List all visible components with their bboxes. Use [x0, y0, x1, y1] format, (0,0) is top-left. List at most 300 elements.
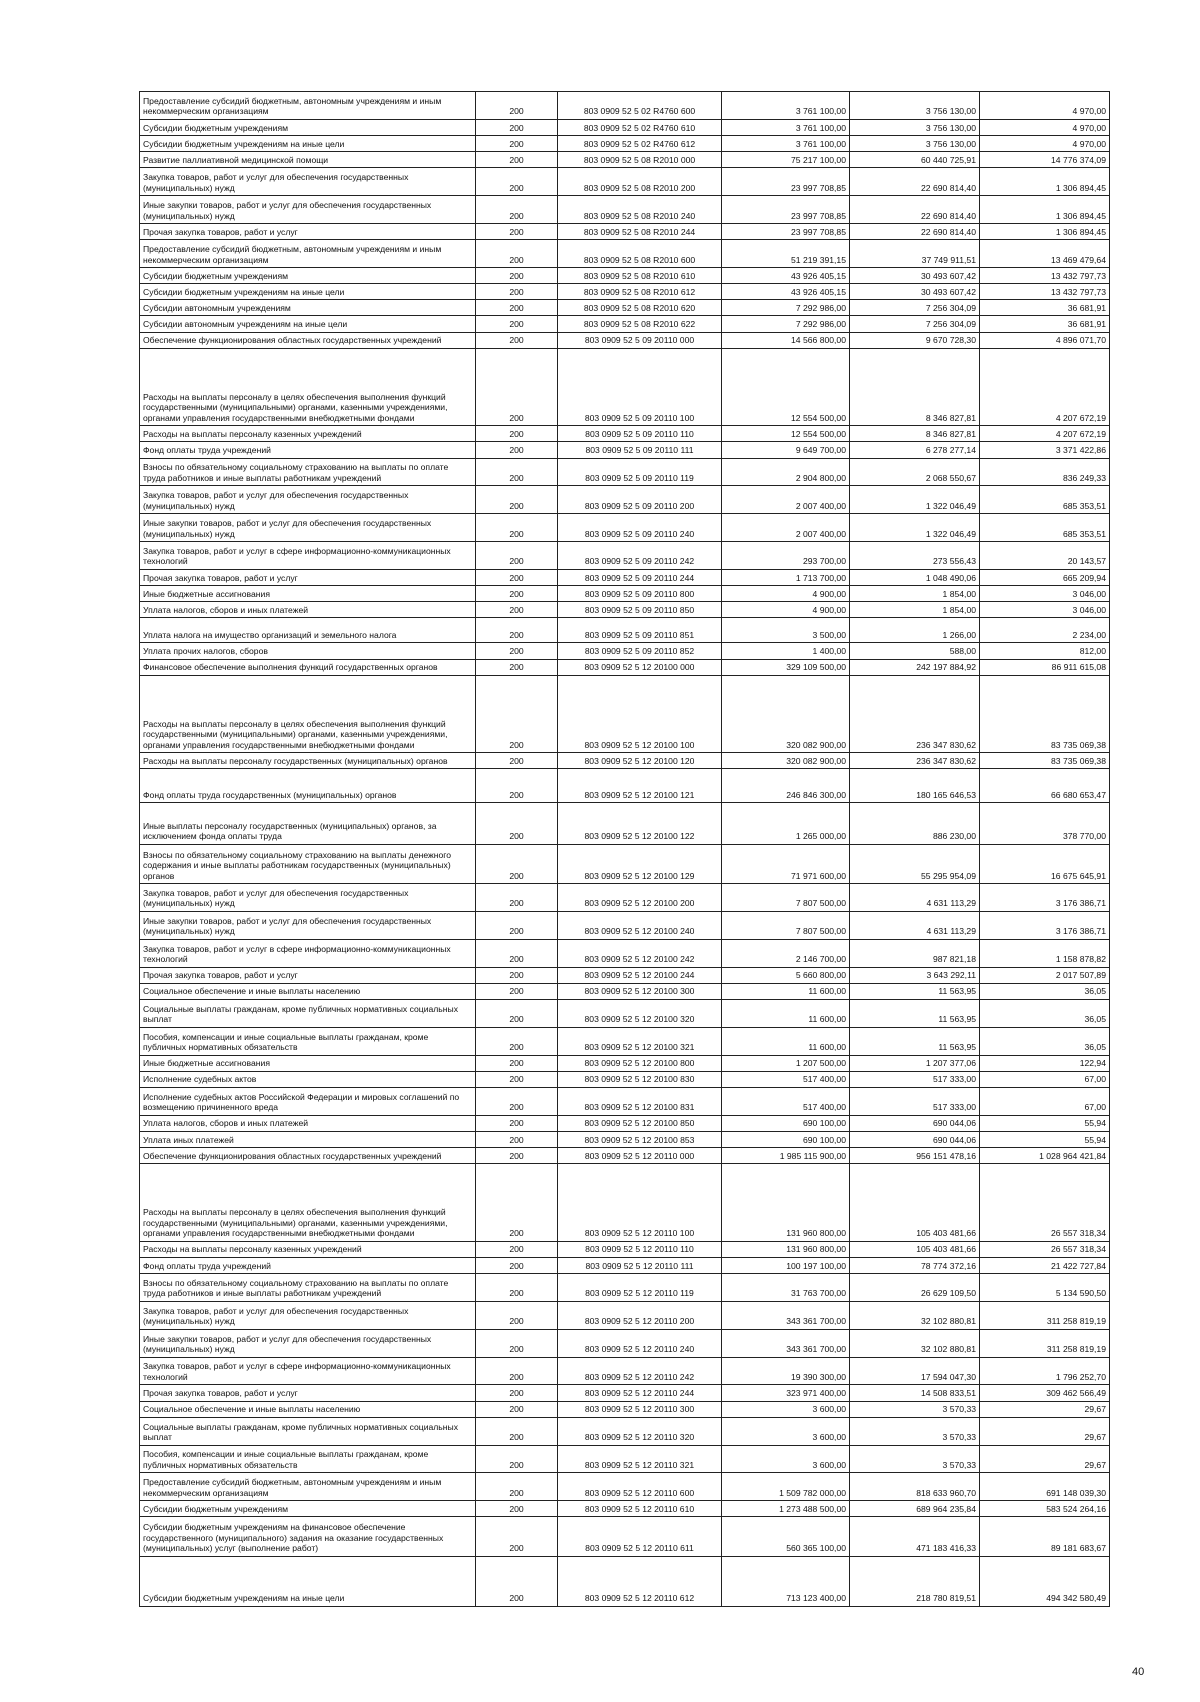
row-name-cell: Иные закупки товаров, работ и услуг для обеспечения государственных (муниципальных) нужд: [140, 911, 476, 939]
row-name-cell: Субсидии бюджетным учреждениям на финансовое обеспечение государственного (муниципального) задания на оказание государственных (муниципальных) услуг (выполнение работ): [140, 1517, 476, 1557]
unexecuted-amount-cell: 13 469 479,64: [980, 240, 1110, 268]
table-row: [140, 196, 1110, 224]
unexecuted-amount-cell: 36,05: [980, 1027, 1110, 1055]
line-code-cell: 200: [476, 1115, 558, 1131]
budget-code-cell: 803 0909 52 5 12 20100 122: [558, 803, 722, 844]
executed-amount-cell: 689 964 235,84: [850, 1501, 980, 1517]
budget-code-cell: 803 0909 52 5 12 20100 000: [558, 659, 722, 675]
unexecuted-amount-cell: 13 432 797,73: [980, 284, 1110, 300]
unexecuted-amount-cell: 4 207 672,19: [980, 348, 1110, 425]
unexecuted-amount-cell: 1 158 878,82: [980, 939, 1110, 967]
approved-amount-cell: 343 361 700,00: [722, 1301, 850, 1329]
approved-amount-cell: 1 265 000,00: [722, 803, 850, 844]
line-code-cell: 200: [476, 1385, 558, 1401]
executed-amount-cell: 30 493 607,42: [850, 268, 980, 284]
budget-code-cell: 803 0909 52 5 09 20110 800: [558, 586, 722, 602]
budget-code-cell: 803 0909 52 5 12 20100 244: [558, 967, 722, 983]
unexecuted-amount-cell: 3 176 386,71: [980, 911, 1110, 939]
unexecuted-amount-cell: 1 306 894,45: [980, 196, 1110, 224]
budget-code-cell: 803 0909 52 5 12 20100 129: [558, 844, 722, 884]
budget-code-cell: 803 0909 52 5 08 R2010 000: [558, 152, 722, 168]
table-row: [140, 1027, 1110, 1055]
unexecuted-amount-cell: 29,67: [980, 1445, 1110, 1473]
approved-amount-cell: 5 660 800,00: [722, 967, 850, 983]
unexecuted-amount-cell: 29,67: [980, 1401, 1110, 1417]
row-name-cell: Иные бюджетные ассигнования: [140, 586, 476, 602]
executed-amount-cell: 956 151 478,16: [850, 1148, 980, 1164]
unexecuted-amount-cell: 494 342 580,49: [980, 1556, 1110, 1606]
unexecuted-amount-cell: 1 306 894,45: [980, 168, 1110, 196]
table-row: [140, 136, 1110, 152]
table-row: [140, 542, 1110, 570]
row-name-cell: Прочая закупка товаров, работ и услуг: [140, 569, 476, 585]
table-row: [140, 442, 1110, 458]
line-code-cell: 200: [476, 1417, 558, 1445]
budget-code-cell: 803 0909 52 5 12 20110 200: [558, 1301, 722, 1329]
row-name-cell: Обеспечение функционирования областных государственных учреждений: [140, 1148, 476, 1164]
row-name-cell: Расходы на выплаты персоналу в целях обеспечения выполнения функций государственными (муниципальными) органами, казенными учреждениями, органами управления государственными внебюджетными фондами: [140, 348, 476, 425]
table-row: [140, 1087, 1110, 1115]
approved-amount-cell: 3 761 100,00: [722, 136, 850, 152]
executed-amount-cell: 1 854,00: [850, 586, 980, 602]
unexecuted-amount-cell: 2 017 507,89: [980, 967, 1110, 983]
line-code-cell: 200: [476, 1241, 558, 1257]
budget-code-cell: 803 0909 52 5 02 R4760 610: [558, 119, 722, 135]
line-code-cell: 200: [476, 284, 558, 300]
row-name-cell: Закупка товаров, работ и услуг для обеспечения государственных (муниципальных) нужд: [140, 1301, 476, 1329]
budget-code-cell: 803 0909 52 5 02 R4760 612: [558, 136, 722, 152]
unexecuted-amount-cell: 21 422 727,84: [980, 1257, 1110, 1273]
row-name-cell: Закупка товаров, работ и услуг в сфере информационно-коммуникационных технологий: [140, 939, 476, 967]
unexecuted-amount-cell: 36 681,91: [980, 316, 1110, 332]
table-row: [140, 300, 1110, 316]
line-code-cell: 200: [476, 486, 558, 514]
unexecuted-amount-cell: 20 143,57: [980, 542, 1110, 570]
table-row: [140, 1241, 1110, 1257]
executed-amount-cell: 4 631 113,29: [850, 911, 980, 939]
executed-amount-cell: 32 102 880,81: [850, 1301, 980, 1329]
executed-amount-cell: 1 322 046,49: [850, 486, 980, 514]
unexecuted-amount-cell: 86 911 615,08: [980, 659, 1110, 675]
row-name-cell: Фонд оплаты труда государственных (муниципальных) органов: [140, 769, 476, 803]
row-name-cell: Субсидии бюджетным учреждениям: [140, 268, 476, 284]
row-name-cell: Субсидии бюджетным учреждениям на иные цели: [140, 136, 476, 152]
approved-amount-cell: 11 600,00: [722, 1027, 850, 1055]
line-code-cell: 200: [476, 1301, 558, 1329]
line-code-cell: 200: [476, 602, 558, 618]
executed-amount-cell: 11 563,95: [850, 1027, 980, 1055]
executed-amount-cell: 471 183 416,33: [850, 1517, 980, 1557]
table-row: [140, 332, 1110, 348]
executed-amount-cell: 517 333,00: [850, 1071, 980, 1087]
line-code-cell: 200: [476, 1087, 558, 1115]
line-code-cell: 200: [476, 136, 558, 152]
table-row: [140, 1329, 1110, 1357]
budget-code-cell: 803 0909 52 5 12 20100 300: [558, 983, 722, 999]
table-row: [140, 769, 1110, 803]
unexecuted-amount-cell: 665 209,94: [980, 569, 1110, 585]
unexecuted-amount-cell: 36,05: [980, 999, 1110, 1027]
approved-amount-cell: 3 600,00: [722, 1401, 850, 1417]
executed-amount-cell: 236 347 830,62: [850, 675, 980, 752]
approved-amount-cell: 3 761 100,00: [722, 92, 850, 120]
approved-amount-cell: 329 109 500,00: [722, 659, 850, 675]
unexecuted-amount-cell: 812,00: [980, 643, 1110, 659]
executed-amount-cell: 886 230,00: [850, 803, 980, 844]
table-row: [140, 999, 1110, 1027]
budget-code-cell: 803 0909 52 5 12 20110 242: [558, 1357, 722, 1385]
executed-amount-cell: 3 570,33: [850, 1401, 980, 1417]
row-name-cell: Социальные выплаты гражданам, кроме публичных нормативных социальных выплат: [140, 1417, 476, 1445]
unexecuted-amount-cell: 583 524 264,16: [980, 1501, 1110, 1517]
row-name-cell: Предоставление субсидий бюджетным, автономным учреждениям и иным некоммерческим организациям: [140, 240, 476, 268]
approved-amount-cell: 3 600,00: [722, 1445, 850, 1473]
row-name-cell: Исполнение судебных актов Российской Федерации и мировых соглашений по возмещению причиненного вреда: [140, 1087, 476, 1115]
table-row: [140, 268, 1110, 284]
row-name-cell: Социальное обеспечение и иные выплаты населению: [140, 983, 476, 999]
executed-amount-cell: 1 207 377,06: [850, 1055, 980, 1071]
approved-amount-cell: 19 390 300,00: [722, 1357, 850, 1385]
line-code-cell: 200: [476, 911, 558, 939]
row-name-cell: Фонд оплаты труда учреждений: [140, 442, 476, 458]
table-row: [140, 618, 1110, 643]
budget-code-cell: 803 0909 52 5 09 20110 242: [558, 542, 722, 570]
executed-amount-cell: 22 690 814,40: [850, 196, 980, 224]
approved-amount-cell: 560 365 100,00: [722, 1517, 850, 1557]
budget-code-cell: 803 0909 52 5 12 20100 850: [558, 1115, 722, 1131]
row-name-cell: Расходы на выплаты персоналу в целях обеспечения выполнения функций государственными (муниципальными) органами, казенными учреждениями, органами управления государственными внебюджетными фондами: [140, 675, 476, 752]
budget-code-cell: 803 0909 52 5 08 R2010 622: [558, 316, 722, 332]
line-code-cell: 200: [476, 675, 558, 752]
budget-code-cell: 803 0909 52 5 12 20110 321: [558, 1445, 722, 1473]
table-row: [140, 240, 1110, 268]
row-name-cell: Расходы на выплаты персоналу в целях обеспечения выполнения функций государственными (муниципальными) органами, казенными учреждениями, органами управления государственными внебюджетными фондами: [140, 1164, 476, 1241]
budget-code-cell: 803 0909 52 5 12 20110 600: [558, 1473, 722, 1501]
budget-code-cell: 803 0909 52 5 02 R4760 600: [558, 92, 722, 120]
executed-amount-cell: 11 563,95: [850, 983, 980, 999]
budget-code-cell: 803 0909 52 5 09 20110 200: [558, 486, 722, 514]
table-row: [140, 1055, 1110, 1071]
approved-amount-cell: 343 361 700,00: [722, 1329, 850, 1357]
table-row: [140, 643, 1110, 659]
unexecuted-amount-cell: 4 970,00: [980, 136, 1110, 152]
line-code-cell: 200: [476, 119, 558, 135]
table-row: [140, 1164, 1110, 1241]
row-name-cell: Пособия, компенсации и иные социальные выплаты гражданам, кроме публичных нормативных обязательств: [140, 1027, 476, 1055]
table-row: [140, 316, 1110, 332]
line-code-cell: 200: [476, 983, 558, 999]
approved-amount-cell: 517 400,00: [722, 1087, 850, 1115]
approved-amount-cell: 293 700,00: [722, 542, 850, 570]
executed-amount-cell: 987 821,18: [850, 939, 980, 967]
unexecuted-amount-cell: 55,94: [980, 1115, 1110, 1131]
table-row: [140, 224, 1110, 240]
executed-amount-cell: 6 278 277,14: [850, 442, 980, 458]
row-name-cell: Уплата прочих налогов, сборов: [140, 643, 476, 659]
row-name-cell: Закупка товаров, работ и услуг для обеспечения государственных (муниципальных) нужд: [140, 168, 476, 196]
budget-code-cell: 803 0909 52 5 12 20110 612: [558, 1556, 722, 1606]
line-code-cell: 200: [476, 224, 558, 240]
executed-amount-cell: 22 690 814,40: [850, 168, 980, 196]
budget-code-cell: 803 0909 52 5 08 R2010 612: [558, 284, 722, 300]
budget-code-cell: 803 0909 52 5 08 R2010 200: [558, 168, 722, 196]
unexecuted-amount-cell: 4 207 672,19: [980, 426, 1110, 442]
line-code-cell: 200: [476, 92, 558, 120]
budget-code-cell: 803 0909 52 5 12 20100 242: [558, 939, 722, 967]
budget-code-cell: 803 0909 52 5 09 20110 111: [558, 442, 722, 458]
budget-code-cell: 803 0909 52 5 12 20100 120: [558, 753, 722, 769]
table-row: [140, 983, 1110, 999]
row-name-cell: Прочая закупка товаров, работ и услуг: [140, 967, 476, 983]
table-row: [140, 348, 1110, 425]
line-code-cell: 200: [476, 1071, 558, 1087]
unexecuted-amount-cell: 1 028 964 421,84: [980, 1148, 1110, 1164]
unexecuted-amount-cell: 26 557 318,34: [980, 1241, 1110, 1257]
unexecuted-amount-cell: 691 148 039,30: [980, 1473, 1110, 1501]
approved-amount-cell: 12 554 500,00: [722, 348, 850, 425]
line-code-cell: 200: [476, 1501, 558, 1517]
row-name-cell: Пособия, компенсации и иные социальные выплаты гражданам, кроме публичных нормативных обязательств: [140, 1445, 476, 1473]
executed-amount-cell: 8 346 827,81: [850, 348, 980, 425]
approved-amount-cell: 131 960 800,00: [722, 1241, 850, 1257]
executed-amount-cell: 1 048 490,06: [850, 569, 980, 585]
row-name-cell: Прочая закупка товаров, работ и услуг: [140, 1385, 476, 1401]
approved-amount-cell: 1 509 782 000,00: [722, 1473, 850, 1501]
line-code-cell: 200: [476, 196, 558, 224]
table-row: [140, 486, 1110, 514]
page-number: 40: [1132, 1666, 1145, 1678]
budget-code-cell: 803 0909 52 5 12 20100 853: [558, 1131, 722, 1147]
line-code-cell: 200: [476, 1473, 558, 1501]
budget-code-cell: 803 0909 52 5 08 R2010 600: [558, 240, 722, 268]
line-code-cell: 200: [476, 844, 558, 884]
approved-amount-cell: 1 273 488 500,00: [722, 1501, 850, 1517]
budget-code-cell: 803 0909 52 5 12 20110 610: [558, 1501, 722, 1517]
line-code-cell: 200: [476, 1257, 558, 1273]
line-code-cell: 200: [476, 514, 558, 542]
unexecuted-amount-cell: 3 046,00: [980, 602, 1110, 618]
approved-amount-cell: 1 207 500,00: [722, 1055, 850, 1071]
approved-amount-cell: 3 600,00: [722, 1417, 850, 1445]
row-name-cell: Иные бюджетные ассигнования: [140, 1055, 476, 1071]
row-name-cell: Взносы по обязательному социальному страхованию на выплаты денежного содержания и иные выплаты работникам государственных (муниципальных) органов: [140, 844, 476, 884]
approved-amount-cell: 43 926 405,15: [722, 284, 850, 300]
row-name-cell: Субсидии бюджетным учреждениям: [140, 1501, 476, 1517]
row-name-cell: Фонд оплаты труда учреждений: [140, 1257, 476, 1273]
executed-amount-cell: 105 403 481,66: [850, 1241, 980, 1257]
executed-amount-cell: 690 044,06: [850, 1131, 980, 1147]
executed-amount-cell: 180 165 646,53: [850, 769, 980, 803]
line-code-cell: 200: [476, 643, 558, 659]
line-code-cell: 200: [476, 1556, 558, 1606]
unexecuted-amount-cell: 36 681,91: [980, 300, 1110, 316]
unexecuted-amount-cell: 1 796 252,70: [980, 1357, 1110, 1385]
approved-amount-cell: 1 713 700,00: [722, 569, 850, 585]
line-code-cell: 200: [476, 939, 558, 967]
approved-amount-cell: 12 554 500,00: [722, 426, 850, 442]
line-code-cell: 200: [476, 1055, 558, 1071]
unexecuted-amount-cell: 67,00: [980, 1087, 1110, 1115]
budget-code-cell: 803 0909 52 5 09 20110 100: [558, 348, 722, 425]
executed-amount-cell: 3 756 130,00: [850, 119, 980, 135]
executed-amount-cell: 1 266,00: [850, 618, 980, 643]
approved-amount-cell: 713 123 400,00: [722, 1556, 850, 1606]
unexecuted-amount-cell: 83 735 069,38: [980, 675, 1110, 752]
table-row: [140, 1148, 1110, 1164]
table-row: [140, 1385, 1110, 1401]
line-code-cell: 200: [476, 1329, 558, 1357]
line-code-cell: 200: [476, 152, 558, 168]
executed-amount-cell: 3 570,33: [850, 1445, 980, 1473]
approved-amount-cell: 2 007 400,00: [722, 486, 850, 514]
executed-amount-cell: 55 295 954,09: [850, 844, 980, 884]
line-code-cell: 200: [476, 569, 558, 585]
unexecuted-amount-cell: 2 234,00: [980, 618, 1110, 643]
executed-amount-cell: 2 068 550,67: [850, 458, 980, 486]
row-name-cell: Закупка товаров, работ и услуг в сфере информационно-коммуникационных технологий: [140, 1357, 476, 1385]
table-row: [140, 1556, 1110, 1606]
budget-code-cell: 803 0909 52 5 08 R2010 244: [558, 224, 722, 240]
row-name-cell: Субсидии автономным учреждениям на иные цели: [140, 316, 476, 332]
table-row: [140, 939, 1110, 967]
unexecuted-amount-cell: 29,67: [980, 1417, 1110, 1445]
executed-amount-cell: 517 333,00: [850, 1087, 980, 1115]
table-row: [140, 1274, 1110, 1302]
approved-amount-cell: 7 292 986,00: [722, 316, 850, 332]
approved-amount-cell: 690 100,00: [722, 1115, 850, 1131]
executed-amount-cell: 218 780 819,51: [850, 1556, 980, 1606]
budget-code-cell: 803 0909 52 5 12 20100 200: [558, 884, 722, 912]
executed-amount-cell: 3 570,33: [850, 1417, 980, 1445]
executed-amount-cell: 690 044,06: [850, 1115, 980, 1131]
unexecuted-amount-cell: 89 181 683,67: [980, 1517, 1110, 1557]
line-code-cell: 200: [476, 1148, 558, 1164]
approved-amount-cell: 75 217 100,00: [722, 152, 850, 168]
unexecuted-amount-cell: 67,00: [980, 1071, 1110, 1087]
table-row: [140, 569, 1110, 585]
line-code-cell: 200: [476, 348, 558, 425]
unexecuted-amount-cell: 36,05: [980, 983, 1110, 999]
approved-amount-cell: 3 761 100,00: [722, 119, 850, 135]
executed-amount-cell: 3 643 292,11: [850, 967, 980, 983]
line-code-cell: 200: [476, 426, 558, 442]
table-row: [140, 586, 1110, 602]
executed-amount-cell: 9 670 728,30: [850, 332, 980, 348]
approved-amount-cell: 2 146 700,00: [722, 939, 850, 967]
budget-code-cell: 803 0909 52 5 09 20110 852: [558, 643, 722, 659]
approved-amount-cell: 320 082 900,00: [722, 675, 850, 752]
budget-code-cell: 803 0909 52 5 12 20100 321: [558, 1027, 722, 1055]
executed-amount-cell: 3 756 130,00: [850, 92, 980, 120]
executed-amount-cell: 14 508 833,51: [850, 1385, 980, 1401]
line-code-cell: 200: [476, 332, 558, 348]
row-name-cell: Уплата налогов, сборов и иных платежей: [140, 1115, 476, 1131]
budget-code-cell: 803 0909 52 5 09 20110 119: [558, 458, 722, 486]
table-body: [140, 92, 1110, 1607]
budget-code-cell: 803 0909 52 5 12 20110 110: [558, 1241, 722, 1257]
table-row: [140, 967, 1110, 983]
budget-code-cell: 803 0909 52 5 12 20110 320: [558, 1417, 722, 1445]
table-row: [140, 1115, 1110, 1131]
row-name-cell: Финансовое обеспечение выполнения функций государственных органов: [140, 659, 476, 675]
table-row: [140, 844, 1110, 884]
row-name-cell: Расходы на выплаты персоналу государственных (муниципальных) органов: [140, 753, 476, 769]
row-name-cell: Уплата налогов, сборов и иных платежей: [140, 602, 476, 618]
budget-code-cell: 803 0909 52 5 09 20110 850: [558, 602, 722, 618]
row-name-cell: Закупка товаров, работ и услуг для обеспечения государственных (муниципальных) нужд: [140, 486, 476, 514]
line-code-cell: 200: [476, 1401, 558, 1417]
row-name-cell: Закупка товаров, работ и услуг в сфере информационно-коммуникационных технологий: [140, 542, 476, 570]
line-code-cell: 200: [476, 1357, 558, 1385]
table-row: [140, 426, 1110, 442]
unexecuted-amount-cell: 55,94: [980, 1131, 1110, 1147]
line-code-cell: 200: [476, 268, 558, 284]
budget-code-cell: 803 0909 52 5 09 20110 240: [558, 514, 722, 542]
unexecuted-amount-cell: 685 353,51: [980, 486, 1110, 514]
row-name-cell: Расходы на выплаты персоналу казенных учреждений: [140, 426, 476, 442]
unexecuted-amount-cell: 309 462 566,49: [980, 1385, 1110, 1401]
row-name-cell: Уплата иных платежей: [140, 1131, 476, 1147]
budget-code-cell: 803 0909 52 5 08 R2010 240: [558, 196, 722, 224]
executed-amount-cell: 26 629 109,50: [850, 1274, 980, 1302]
line-code-cell: 200: [476, 168, 558, 196]
line-code-cell: 200: [476, 769, 558, 803]
unexecuted-amount-cell: 4 896 071,70: [980, 332, 1110, 348]
unexecuted-amount-cell: 4 970,00: [980, 119, 1110, 135]
table-row: [140, 1301, 1110, 1329]
unexecuted-amount-cell: 4 970,00: [980, 92, 1110, 120]
row-name-cell: Закупка товаров, работ и услуг для обеспечения государственных (муниципальных) нужд: [140, 884, 476, 912]
budget-code-cell: 803 0909 52 5 12 20100 121: [558, 769, 722, 803]
approved-amount-cell: 14 566 800,00: [722, 332, 850, 348]
executed-amount-cell: 11 563,95: [850, 999, 980, 1027]
row-name-cell: Развитие паллиативной медицинской помощи: [140, 152, 476, 168]
approved-amount-cell: 23 997 708,85: [722, 196, 850, 224]
unexecuted-amount-cell: 16 675 645,91: [980, 844, 1110, 884]
executed-amount-cell: 32 102 880,81: [850, 1329, 980, 1357]
approved-amount-cell: 71 971 600,00: [722, 844, 850, 884]
table-row: [140, 1401, 1110, 1417]
approved-amount-cell: 690 100,00: [722, 1131, 850, 1147]
executed-amount-cell: 1 322 046,49: [850, 514, 980, 542]
line-code-cell: 200: [476, 1131, 558, 1147]
budget-code-cell: 803 0909 52 5 09 20110 110: [558, 426, 722, 442]
row-name-cell: Социальное обеспечение и иные выплаты населению: [140, 1401, 476, 1417]
budget-code-cell: 803 0909 52 5 12 20110 244: [558, 1385, 722, 1401]
line-code-cell: 200: [476, 884, 558, 912]
row-name-cell: Предоставление субсидий бюджетным, автономным учреждениям и иным некоммерческим организациям: [140, 1473, 476, 1501]
approved-amount-cell: 23 997 708,85: [722, 168, 850, 196]
line-code-cell: 200: [476, 300, 558, 316]
budget-code-cell: 803 0909 52 5 12 20110 000: [558, 1148, 722, 1164]
table-row: [140, 119, 1110, 135]
row-name-cell: Социальные выплаты гражданам, кроме публичных нормативных социальных выплат: [140, 999, 476, 1027]
line-code-cell: 200: [476, 316, 558, 332]
approved-amount-cell: 4 900,00: [722, 586, 850, 602]
table-row: [140, 753, 1110, 769]
unexecuted-amount-cell: 378 770,00: [980, 803, 1110, 844]
line-code-cell: 200: [476, 1445, 558, 1473]
executed-amount-cell: 78 774 372,16: [850, 1257, 980, 1273]
line-code-cell: 200: [476, 442, 558, 458]
approved-amount-cell: 9 649 700,00: [722, 442, 850, 458]
row-name-cell: Предоставление субсидий бюджетным, автономным учреждениям и иным некоммерческим организациям: [140, 92, 476, 120]
unexecuted-amount-cell: 3 371 422,86: [980, 442, 1110, 458]
table-row: [140, 1473, 1110, 1501]
budget-code-cell: 803 0909 52 5 09 20110 244: [558, 569, 722, 585]
approved-amount-cell: 3 500,00: [722, 618, 850, 643]
table-row: [140, 911, 1110, 939]
